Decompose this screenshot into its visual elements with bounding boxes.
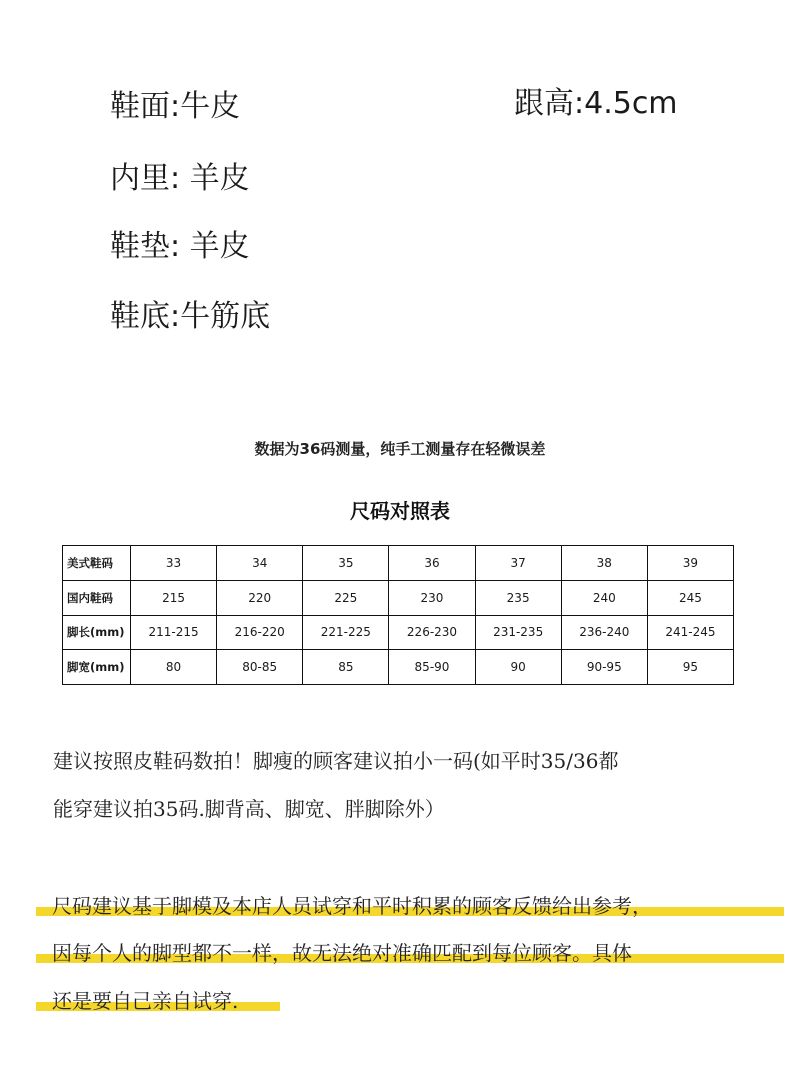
table-cell: 225 xyxy=(303,580,389,615)
measurement-note: 数据为36码测量，纯手工测量存在轻微误差 xyxy=(254,440,546,458)
table-cell: 230 xyxy=(389,580,475,615)
row-header-cell: 美式鞋码 xyxy=(63,546,131,581)
spec-upper: 鞋面:牛皮 xyxy=(110,89,241,124)
table-cell: 38 xyxy=(561,546,647,581)
table-cell: 240 xyxy=(561,580,647,615)
table-row xyxy=(63,650,734,685)
table-cell: 221-225 xyxy=(303,615,389,650)
table-cell: 85-90 xyxy=(389,650,475,685)
table-row xyxy=(63,615,734,650)
table-cell: 236-240 xyxy=(561,615,647,650)
spec-sole: 鞋底:牛筋底 xyxy=(110,299,271,334)
table-cell: 216-220 xyxy=(217,615,303,650)
advice-line-1: 建议按照皮鞋码数拍！脚瘦的顾客建议拍小一码(如平时35/36都 xyxy=(53,749,619,773)
disclaimer-line-2: 因每个人的脚型都不一样，故无法绝对准确匹配到每位顾客。具体 xyxy=(52,941,632,965)
table-cell: 245 xyxy=(647,580,733,615)
spec-insole: 鞋垫: 羊皮 xyxy=(110,229,250,264)
spec-lining: 内里: 羊皮 xyxy=(110,161,250,196)
table-cell: 220 xyxy=(217,580,303,615)
table-cell: 39 xyxy=(647,546,733,581)
table-cell: 36 xyxy=(389,546,475,581)
table-cell: 211-215 xyxy=(131,615,217,650)
table-cell: 80 xyxy=(131,650,217,685)
row-header-cell: 脚长(mm) xyxy=(63,615,131,650)
table-cell: 95 xyxy=(647,650,733,685)
table-cell: 226-230 xyxy=(389,615,475,650)
table-cell: 35 xyxy=(303,546,389,581)
table-cell: 80-85 xyxy=(217,650,303,685)
table-cell: 37 xyxy=(475,546,561,581)
size-chart-table xyxy=(62,545,734,685)
row-header-cell: 脚宽(mm) xyxy=(63,650,131,685)
disclaimer-line-1: 尺码建议基于脚模及本店人员试穿和平时积累的顾客反馈给出参考， xyxy=(52,894,652,918)
table-cell: 215 xyxy=(131,580,217,615)
table-cell: 90-95 xyxy=(561,650,647,685)
size-chart-title: 尺码对照表 xyxy=(350,499,450,523)
table-cell: 231-235 xyxy=(475,615,561,650)
table-row xyxy=(63,580,734,615)
spec-heel-height: 跟高:4.5cm xyxy=(514,86,678,121)
table-cell: 241-245 xyxy=(647,615,733,650)
table-cell: 34 xyxy=(217,546,303,581)
table-cell: 90 xyxy=(475,650,561,685)
row-header-cell: 国内鞋码 xyxy=(63,580,131,615)
table-row xyxy=(63,546,734,581)
table-cell: 85 xyxy=(303,650,389,685)
table-cell: 235 xyxy=(475,580,561,615)
table-cell: 33 xyxy=(131,546,217,581)
disclaimer-line-3: 还是要自己亲自试穿. xyxy=(52,989,239,1013)
advice-line-2: 能穿建议拍35码.脚背高、脚宽、胖脚除外） xyxy=(53,797,445,821)
